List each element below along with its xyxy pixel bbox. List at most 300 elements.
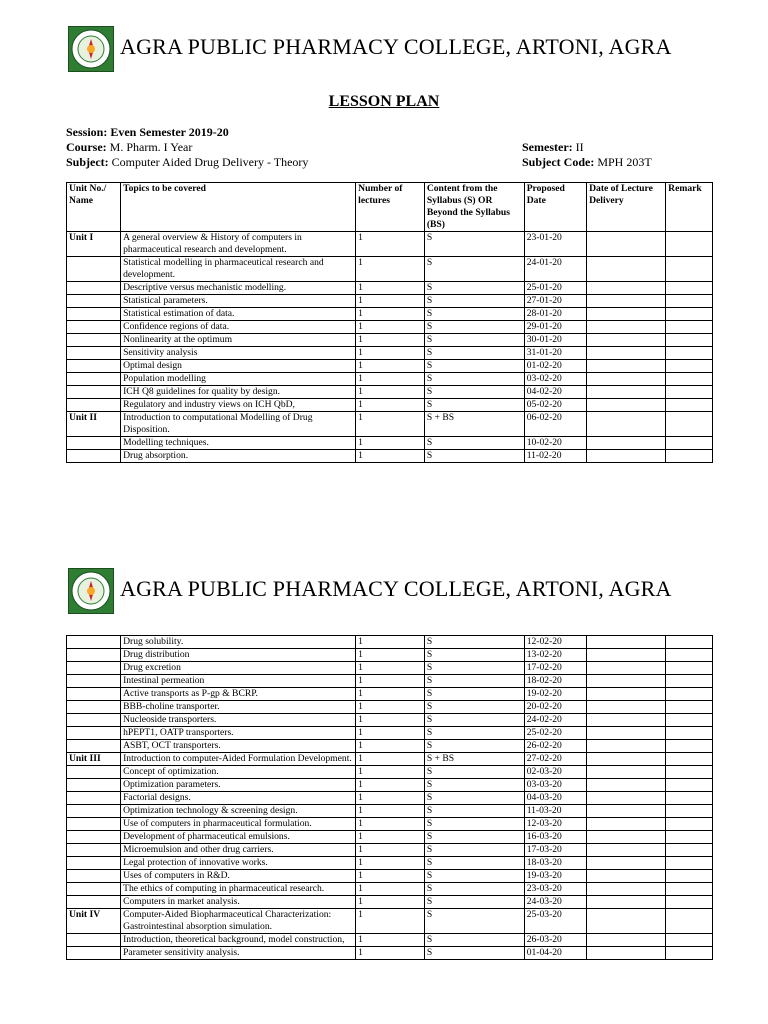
lectures-cell: 1 (356, 450, 425, 463)
lectures-cell: 1 (356, 947, 425, 960)
topic-cell: Introduction to computational Modelling of Drug Disposition. (121, 412, 356, 437)
unit-cell (67, 688, 121, 701)
topic-cell: Active transports as P-gp & BCRP. (121, 688, 356, 701)
topic-cell: ASBT, OCT transporters. (121, 740, 356, 753)
lectures-cell: 1 (356, 688, 425, 701)
remark-cell (666, 766, 713, 779)
table-row (67, 896, 713, 909)
content-cell: S (424, 321, 524, 334)
table-row (67, 399, 713, 412)
lectures-cell: 1 (356, 321, 425, 334)
remark-cell (666, 779, 713, 792)
lectures-cell: 1 (356, 740, 425, 753)
proposed-date-cell: 27-02-20 (524, 753, 586, 766)
content-cell: S (424, 896, 524, 909)
lectures-cell: 1 (356, 727, 425, 740)
remark-cell (666, 308, 713, 321)
unit-cell: Unit IV (67, 909, 121, 934)
delivery-date-cell (587, 321, 666, 334)
delivery-date-cell (587, 662, 666, 675)
header-remark: Remark (666, 183, 713, 232)
topic-cell: Computers in market analysis. (121, 896, 356, 909)
lectures-cell: 1 (356, 779, 425, 792)
lectures-cell: 1 (356, 844, 425, 857)
delivery-date-cell (587, 649, 666, 662)
unit-cell (67, 636, 121, 649)
topic-cell: Optimization technology & screening design. (121, 805, 356, 818)
proposed-date-cell: 05-02-20 (524, 399, 586, 412)
content-cell: S (424, 675, 524, 688)
proposed-date-cell: 24-03-20 (524, 896, 586, 909)
lectures-cell: 1 (356, 386, 425, 399)
proposed-date-cell: 04-03-20 (524, 792, 586, 805)
remark-cell (666, 909, 713, 934)
remark-cell (666, 792, 713, 805)
proposed-date-cell: 29-01-20 (524, 321, 586, 334)
unit-cell (67, 399, 121, 412)
topic-cell: BBB-choline transporter. (121, 701, 356, 714)
content-cell: S (424, 740, 524, 753)
proposed-date-cell: 23-03-20 (524, 883, 586, 896)
remark-cell (666, 947, 713, 960)
topic-cell: A general overview & History of computers in pharmaceutical research and development. (121, 232, 356, 257)
table-row (67, 412, 713, 437)
college-name: AGRA PUBLIC PHARMACY COLLEGE, ARTONI, AGRA (120, 34, 672, 59)
unit-cell (67, 282, 121, 295)
unit-cell (67, 257, 121, 282)
remark-cell (666, 360, 713, 373)
page-header (68, 26, 708, 74)
topic-cell: Optimization parameters. (121, 779, 356, 792)
topic-cell: ICH Q8 guidelines for quality by design. (121, 386, 356, 399)
lectures-cell: 1 (356, 805, 425, 818)
table-row (67, 947, 713, 960)
topic-cell: Concept of optimization. (121, 766, 356, 779)
delivery-date-cell (587, 844, 666, 857)
delivery-date-cell (587, 334, 666, 347)
proposed-date-cell: 12-03-20 (524, 818, 586, 831)
table-row (67, 909, 713, 934)
table-row (67, 636, 713, 649)
college-logo (68, 568, 114, 614)
remark-cell (666, 753, 713, 766)
unit-cell (67, 766, 121, 779)
proposed-date-cell: 01-02-20 (524, 360, 586, 373)
topic-cell: Nonlinearity at the optimum (121, 334, 356, 347)
remark-cell (666, 636, 713, 649)
table-row (67, 450, 713, 463)
unit-cell (67, 818, 121, 831)
remark-cell (666, 437, 713, 450)
delivery-date-cell (587, 779, 666, 792)
topic-cell: Intestinal permeation (121, 675, 356, 688)
content-cell: S + BS (424, 412, 524, 437)
content-cell: S (424, 934, 524, 947)
lectures-cell: 1 (356, 282, 425, 295)
content-cell: S (424, 308, 524, 321)
content-cell: S (424, 818, 524, 831)
proposed-date-cell: 01-04-20 (524, 947, 586, 960)
college-name: AGRA PUBLIC PHARMACY COLLEGE, ARTONI, AGRA (120, 576, 672, 601)
delivery-date-cell (587, 857, 666, 870)
topic-cell: Drug absorption. (121, 450, 356, 463)
remark-cell (666, 321, 713, 334)
unit-cell (67, 844, 121, 857)
unit-cell: Unit I (67, 232, 121, 257)
table-row (67, 779, 713, 792)
content-cell: S (424, 360, 524, 373)
topic-cell: Confidence regions of data. (121, 321, 356, 334)
table-row (67, 675, 713, 688)
topic-cell: Uses of computers in R&D. (121, 870, 356, 883)
content-cell: S (424, 232, 524, 257)
content-cell: S (424, 779, 524, 792)
delivery-date-cell (587, 870, 666, 883)
delivery-date-cell (587, 805, 666, 818)
topic-cell: Factorial designs. (121, 792, 356, 805)
content-cell: S (424, 909, 524, 934)
delivery-date-cell (587, 792, 666, 805)
unit-cell (67, 870, 121, 883)
remark-cell (666, 818, 713, 831)
unit-cell (67, 701, 121, 714)
header-content: Content from the Syllabus (S) OR Beyond the Syllabus (BS) (424, 183, 524, 232)
proposed-date-cell: 03-02-20 (524, 373, 586, 386)
unit-cell (67, 360, 121, 373)
topic-cell: Optimal design (121, 360, 356, 373)
header-topics: Topics to be covered (121, 183, 356, 232)
remark-cell (666, 831, 713, 844)
delivery-date-cell (587, 714, 666, 727)
lectures-cell: 1 (356, 232, 425, 257)
delivery-date-cell (587, 295, 666, 308)
college-logo (68, 26, 114, 72)
unit-cell (67, 649, 121, 662)
lesson-plan-table-page1 (66, 182, 713, 463)
proposed-date-cell: 17-03-20 (524, 844, 586, 857)
table-row (67, 649, 713, 662)
remark-cell (666, 727, 713, 740)
unit-cell (67, 386, 121, 399)
remark-cell (666, 688, 713, 701)
unit-cell (67, 662, 121, 675)
lectures-cell: 1 (356, 870, 425, 883)
delivery-date-cell (587, 831, 666, 844)
proposed-date-cell: 24-02-20 (524, 714, 586, 727)
content-cell: S (424, 636, 524, 649)
proposed-date-cell: 25-01-20 (524, 282, 586, 295)
table-row (67, 792, 713, 805)
delivery-date-cell (587, 896, 666, 909)
lectures-cell: 1 (356, 636, 425, 649)
table-row (67, 870, 713, 883)
table-row (67, 844, 713, 857)
topic-cell: Regulatory and industry views on ICH QbD, (121, 399, 356, 412)
lectures-cell: 1 (356, 334, 425, 347)
table-row (67, 701, 713, 714)
remark-cell (666, 740, 713, 753)
remark-cell (666, 870, 713, 883)
content-cell: S (424, 257, 524, 282)
lectures-cell: 1 (356, 373, 425, 386)
delivery-date-cell (587, 675, 666, 688)
proposed-date-cell: 16-03-20 (524, 831, 586, 844)
topic-cell: Computer-Aided Biopharmaceutical Characterization: Gastrointestinal absorption simulation. (121, 909, 356, 934)
lectures-cell: 1 (356, 753, 425, 766)
proposed-date-cell: 26-03-20 (524, 934, 586, 947)
delivery-date-cell (587, 740, 666, 753)
remark-cell (666, 450, 713, 463)
table-row (67, 934, 713, 947)
content-cell: S (424, 792, 524, 805)
delivery-date-cell (587, 688, 666, 701)
topic-cell: The ethics of computing in pharmaceutical research. (121, 883, 356, 896)
lectures-cell: 1 (356, 360, 425, 373)
lectures-cell: 1 (356, 295, 425, 308)
content-cell: S (424, 347, 524, 360)
proposed-date-cell: 25-03-20 (524, 909, 586, 934)
topic-cell: Descriptive versus mechanistic modelling. (121, 282, 356, 295)
content-cell: S (424, 857, 524, 870)
unit-cell (67, 857, 121, 870)
delivery-date-cell (587, 818, 666, 831)
lectures-cell: 1 (356, 437, 425, 450)
table-row (67, 740, 713, 753)
proposed-date-cell: 11-02-20 (524, 450, 586, 463)
content-cell: S (424, 701, 524, 714)
proposed-date-cell: 06-02-20 (524, 412, 586, 437)
lectures-cell: 1 (356, 792, 425, 805)
table-row (67, 257, 713, 282)
content-cell: S (424, 649, 524, 662)
delivery-date-cell (587, 308, 666, 321)
header-delivery-date: Date of Lecture Delivery (587, 183, 666, 232)
delivery-date-cell (587, 934, 666, 947)
topic-cell: Statistical estimation of data. (121, 308, 356, 321)
lectures-cell: 1 (356, 831, 425, 844)
unit-cell (67, 321, 121, 334)
delivery-date-cell (587, 727, 666, 740)
content-cell: S (424, 831, 524, 844)
page-header-2 (68, 568, 708, 616)
table-row (67, 373, 713, 386)
delivery-date-cell (587, 412, 666, 437)
topic-cell: Statistical parameters. (121, 295, 356, 308)
unit-cell (67, 934, 121, 947)
unit-cell (67, 792, 121, 805)
proposed-date-cell: 03-03-20 (524, 779, 586, 792)
subject-line: Subject: Computer Aided Drug Delivery - Theory (66, 155, 309, 169)
content-cell: S (424, 662, 524, 675)
delivery-date-cell (587, 282, 666, 295)
proposed-date-cell: 28-01-20 (524, 308, 586, 321)
lectures-cell: 1 (356, 909, 425, 934)
delivery-date-cell (587, 753, 666, 766)
content-cell: S (424, 399, 524, 412)
lectures-cell: 1 (356, 399, 425, 412)
unit-cell (67, 347, 121, 360)
proposed-date-cell: 04-02-20 (524, 386, 586, 399)
remark-cell (666, 896, 713, 909)
delivery-date-cell (587, 766, 666, 779)
delivery-date-cell (587, 883, 666, 896)
unit-cell (67, 727, 121, 740)
proposed-date-cell: 13-02-20 (524, 649, 586, 662)
delivery-date-cell (587, 257, 666, 282)
unit-cell: Unit II (67, 412, 121, 437)
topic-cell: Population modelling (121, 373, 356, 386)
table-row (67, 386, 713, 399)
unit-cell (67, 675, 121, 688)
unit-cell (67, 308, 121, 321)
delivery-date-cell (587, 347, 666, 360)
remark-cell (666, 662, 713, 675)
proposed-date-cell: 24-01-20 (524, 257, 586, 282)
content-cell: S (424, 883, 524, 896)
content-cell: S (424, 386, 524, 399)
remark-cell (666, 373, 713, 386)
topic-cell: Modelling techniques. (121, 437, 356, 450)
topic-cell: Microemulsion and other drug carriers. (121, 844, 356, 857)
proposed-date-cell: 26-02-20 (524, 740, 586, 753)
remark-cell (666, 649, 713, 662)
lectures-cell: 1 (356, 857, 425, 870)
proposed-date-cell: 18-02-20 (524, 675, 586, 688)
proposed-date-cell: 20-02-20 (524, 701, 586, 714)
remark-cell (666, 399, 713, 412)
unit-cell (67, 831, 121, 844)
proposed-date-cell: 19-03-20 (524, 870, 586, 883)
unit-cell (67, 883, 121, 896)
table-row (67, 308, 713, 321)
unit-cell (67, 779, 121, 792)
table-row (67, 282, 713, 295)
topic-cell: Legal protection of innovative works. (121, 857, 356, 870)
table-header-row (67, 183, 713, 232)
content-cell: S (424, 844, 524, 857)
content-cell: S (424, 714, 524, 727)
session-line: Session: Even Semester 2019-20 (66, 125, 229, 139)
unit-cell (67, 437, 121, 450)
remark-cell (666, 347, 713, 360)
content-cell: S (424, 437, 524, 450)
proposed-date-cell: 12-02-20 (524, 636, 586, 649)
page-title: LESSON PLAN (328, 93, 440, 110)
proposed-date-cell: 11-03-20 (524, 805, 586, 818)
proposed-date-cell: 27-01-20 (524, 295, 586, 308)
remark-cell (666, 883, 713, 896)
unit-cell (67, 295, 121, 308)
content-cell: S (424, 373, 524, 386)
lectures-cell: 1 (356, 883, 425, 896)
remark-cell (666, 675, 713, 688)
delivery-date-cell (587, 232, 666, 257)
header-unit: Unit No./ Name (67, 183, 121, 232)
remark-cell (666, 844, 713, 857)
topic-cell: Use of computers in pharmaceutical formulation. (121, 818, 356, 831)
delivery-date-cell (587, 947, 666, 960)
unit-cell (67, 334, 121, 347)
delivery-date-cell (587, 373, 666, 386)
remark-cell (666, 295, 713, 308)
unit-cell (67, 450, 121, 463)
table-row (67, 831, 713, 844)
table-row (67, 883, 713, 896)
delivery-date-cell (587, 399, 666, 412)
remark-cell (666, 714, 713, 727)
content-cell: S + BS (424, 753, 524, 766)
table-row (67, 714, 713, 727)
topic-cell: Statistical modelling in pharmaceutical research and development. (121, 257, 356, 282)
proposed-date-cell: 23-01-20 (524, 232, 586, 257)
lectures-cell: 1 (356, 896, 425, 909)
delivery-date-cell (587, 450, 666, 463)
lectures-cell: 1 (356, 675, 425, 688)
unit-cell (67, 896, 121, 909)
remark-cell (666, 701, 713, 714)
topic-cell: Development of pharmaceutical emulsions. (121, 831, 356, 844)
table-row (67, 232, 713, 257)
unit-cell (67, 373, 121, 386)
proposed-date-cell: 18-03-20 (524, 857, 586, 870)
proposed-date-cell: 19-02-20 (524, 688, 586, 701)
proposed-date-cell: 17-02-20 (524, 662, 586, 675)
topic-cell: Drug distribution (121, 649, 356, 662)
subject-code-line: Subject Code: MPH 203T (522, 155, 652, 169)
unit-cell (67, 714, 121, 727)
content-cell: S (424, 282, 524, 295)
remark-cell (666, 282, 713, 295)
lectures-cell: 1 (356, 347, 425, 360)
table-row (67, 662, 713, 675)
unit-cell: Unit III (67, 753, 121, 766)
table-row (67, 753, 713, 766)
lectures-cell: 1 (356, 649, 425, 662)
course-line: Course: M. Pharm. I Year (66, 140, 193, 154)
topic-cell: Introduction, theoretical background, model construction, (121, 934, 356, 947)
lectures-cell: 1 (356, 818, 425, 831)
remark-cell (666, 934, 713, 947)
table-row (67, 321, 713, 334)
topic-cell: Drug solubility. (121, 636, 356, 649)
remark-cell (666, 232, 713, 257)
proposed-date-cell: 02-03-20 (524, 766, 586, 779)
content-cell: S (424, 947, 524, 960)
remark-cell (666, 805, 713, 818)
delivery-date-cell (587, 386, 666, 399)
lectures-cell: 1 (356, 257, 425, 282)
content-cell: S (424, 295, 524, 308)
topic-cell: Introduction to computer-Aided Formulation Development. (121, 753, 356, 766)
lectures-cell: 1 (356, 934, 425, 947)
remark-cell (666, 257, 713, 282)
header-proposed-date: Proposed Date (524, 183, 586, 232)
table-row (67, 766, 713, 779)
table-row (67, 437, 713, 450)
proposed-date-cell: 31-01-20 (524, 347, 586, 360)
content-cell: S (424, 727, 524, 740)
lectures-cell: 1 (356, 662, 425, 675)
proposed-date-cell: 25-02-20 (524, 727, 586, 740)
delivery-date-cell (587, 437, 666, 450)
lectures-cell: 1 (356, 714, 425, 727)
content-cell: S (424, 334, 524, 347)
proposed-date-cell: 30-01-20 (524, 334, 586, 347)
lectures-cell: 1 (356, 412, 425, 437)
topic-cell: Drug excretion (121, 662, 356, 675)
table-row (67, 818, 713, 831)
content-cell: S (424, 688, 524, 701)
